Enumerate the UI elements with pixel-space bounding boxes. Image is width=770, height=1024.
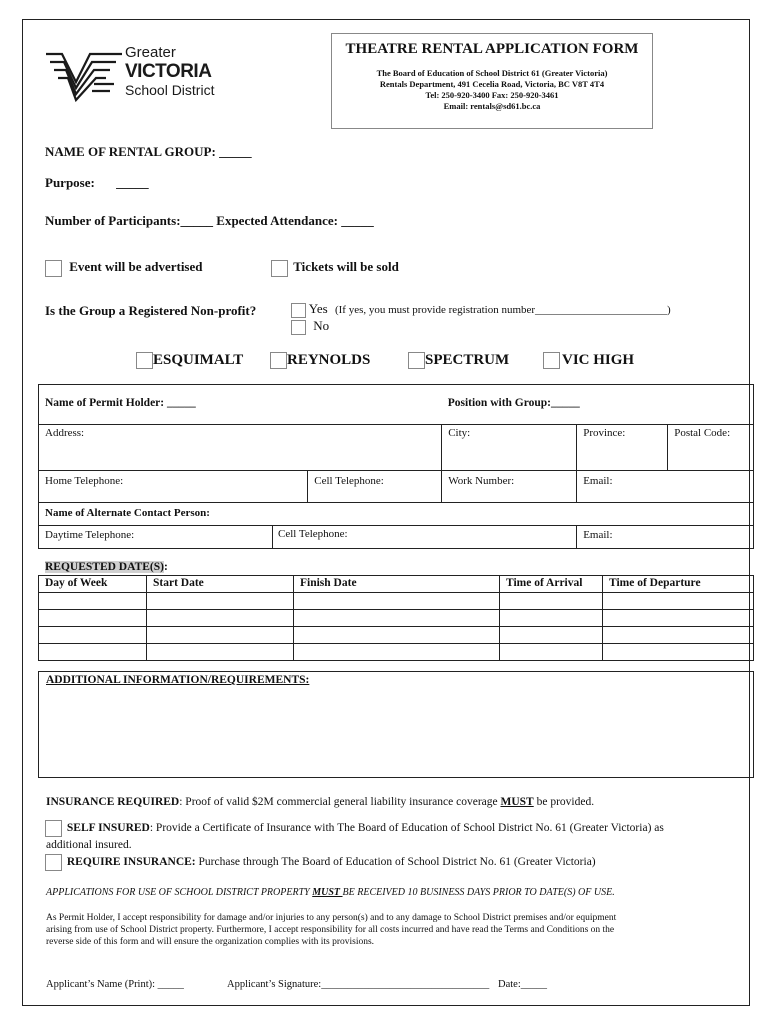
home-telephone-cell[interactable]: Home Telephone: [39,471,308,503]
daytime-telephone-label: Daytime Telephone: [45,529,135,541]
city-cell[interactable]: City: [442,425,577,471]
tickets-label: Tickets will be sold [293,259,399,274]
participants-field[interactable] [45,213,374,229]
applicant-signature-field[interactable]: Applicant’s Signature:________________________________ [227,979,490,990]
tickets-option[interactable] [271,259,399,277]
venue-label: SPECTRUM [425,352,510,368]
participants-label: Number of Participants: [45,213,181,228]
declaration-line: arising from use of School District property. Furthermore, I accept responsibility for all costs incurred and have read the Terms and Conditions on the [46,925,615,935]
venue-checkbox[interactable] [270,352,287,369]
venue-checkbox[interactable] [408,352,425,369]
requested-dates-label: REQUESTED DATE(S) [45,561,164,573]
venue-option-reynolds[interactable] [270,352,370,369]
alternate-contact-cell[interactable]: Name of Alternate Contact Person: [39,503,754,526]
date-row[interactable] [39,610,754,627]
col-start-date: Start Date [147,576,294,593]
advertised-label: Event will be advertised [69,259,203,274]
cell-telephone-cell[interactable]: Cell Telephone: [308,471,442,503]
self-insured-checkbox[interactable] [45,820,62,837]
require-insurance-option[interactable] [45,854,596,871]
district-logo [44,44,224,104]
venue-label: REYNOLDS [287,352,371,368]
venue-label: VIC HIGH [562,352,635,368]
daytime-telephone-cell[interactable] [39,526,442,549]
logo-emblem-icon [44,44,124,106]
applicant-name-field[interactable]: Applicant’s Name (Print): _____ [46,979,184,990]
self-insured-text-2: additional insured. [46,839,132,851]
logo-line-2: VICTORIA [125,61,212,82]
venue-checkbox[interactable] [543,352,560,369]
purpose-blank: _____ [116,175,149,190]
date-field[interactable]: Date:_____ [498,979,547,990]
additional-info-box[interactable] [38,671,754,778]
col-time-of-arrival: Time of Arrival [500,576,603,593]
applications-notice [46,887,615,898]
venue-option-vic-high[interactable] [543,352,634,369]
rental-group-label: NAME OF RENTAL GROUP: [45,144,216,159]
title-box [331,33,653,129]
nonprofit-yes-checkbox[interactable] [291,303,306,318]
declaration-line: As Permit Holder, I accept responsibility for damage and/or injuries to any person(s) and to any damage to School District premises and/or equipment [46,913,617,923]
venue-checkbox[interactable] [136,352,153,369]
insurance-required-text [46,796,594,808]
insurance-required-label: INSURANCE REQUIRED [46,796,180,808]
date-row[interactable] [39,593,754,610]
declaration-line: reverse side of this form and will ensure the organization complies with its provisions. [46,937,375,947]
require-insurance-label: REQUIRE INSURANCE: [66,856,196,869]
requested-dates-colon: : [163,561,168,573]
nonprofit-question: Is the Group a Registered Non-profit? [45,303,257,318]
email-cell[interactable]: Email: [577,471,754,503]
logo-line-1: Greater [125,44,176,61]
venue-option-esquimalt[interactable] [136,352,243,369]
nonprofit-yes-option[interactable] [291,301,671,318]
advertised-checkbox[interactable] [45,260,62,277]
advertised-option[interactable] [45,259,203,277]
venue-option-spectrum[interactable] [408,352,509,369]
rental-group-field[interactable] [45,144,252,160]
work-number-cell[interactable]: Work Number: [442,471,577,503]
header-line-1: The Board of Education of School District 61 (Greater Victoria) [376,68,608,78]
header-line-3: Tel: 250-920-3400 Fax: 250-920-3461 [425,90,559,100]
nonprofit-no-checkbox[interactable] [291,320,306,335]
attendance-blank: _____ [341,213,374,228]
attendance-label: Expected Attendance: [216,213,338,228]
notice-part-2: BE RECEIVED 10 BUSINESS DAYS PRIOR TO DATE(S) OF USE. [342,887,615,898]
requested-dates-heading [45,561,168,573]
logo-line-3: School District [125,82,215,98]
date-row[interactable] [39,644,754,661]
notice-part-1: APPLICATIONS FOR USE OF SCHOOL DISTRICT PROPERTY [46,887,313,898]
nonprofit-no-option[interactable] [291,318,329,335]
self-insured-label: SELF INSURED [66,822,150,835]
insurance-required-end: be provided. [533,796,595,808]
participants-blank: _____ [180,213,214,228]
require-insurance-text: Purchase through The Board of Education of School District No. 61 (Greater Victoria) [195,856,596,869]
form-title: THEATRE RENTAL APPLICATION FORM [345,41,639,57]
notice-must: MUST [312,887,343,898]
address-cell[interactable]: Address: [39,425,442,471]
require-insurance-checkbox[interactable] [45,854,62,871]
row-divider [272,525,273,548]
venue-label: ESQUIMALT [153,352,244,368]
header-line-4: Email: rentals@sd61.bc.ca [443,101,541,111]
cell-telephone-2-label: Cell Telephone: [278,528,348,540]
insurance-required-body: : Proof of valid $2M commercial general liability insurance coverage [179,796,501,808]
nonprofit-yes-note: (If yes, you must provide registration number________________________) [334,304,671,316]
position-cell[interactable]: Position with Group:_____ [442,385,754,425]
province-cell[interactable]: Province: [577,425,668,471]
cell-telephone-2-cell[interactable] [442,526,577,549]
nonprofit-no-label: No [313,318,330,333]
col-finish-date: Finish Date [294,576,500,593]
col-day-of-week: Day of Week [39,576,147,593]
rental-group-blank: _____ [219,144,252,159]
email-2-cell[interactable]: Email: [577,526,754,549]
header-line-2: Rentals Department, 491 Cecelia Road, Victoria, BC V8T 4T4 [379,79,605,89]
postal-code-cell[interactable]: Postal Code: [668,425,754,471]
contact-table [38,384,754,549]
dates-table [38,575,754,661]
date-row[interactable] [39,627,754,644]
additional-info-label: ADDITIONAL INFORMATION/REQUIREMENTS: [46,674,310,686]
self-insured-option[interactable] [45,820,750,837]
col-time-of-departure: Time of Departure [603,576,754,593]
insurance-must: MUST [500,796,534,808]
nonprofit-yes-label: Yes [308,301,328,316]
permit-holder-cell[interactable]: Name of Permit Holder: _____ [39,385,442,425]
self-insured-text: : Provide a Certificate of Insurance with The Board of Education of School District No. 61 (Greater Victoria) as [149,822,664,835]
tickets-checkbox[interactable] [271,260,288,277]
purpose-label: Purpose: [45,175,95,190]
declaration [46,912,616,948]
purpose-field[interactable] [45,175,149,191]
